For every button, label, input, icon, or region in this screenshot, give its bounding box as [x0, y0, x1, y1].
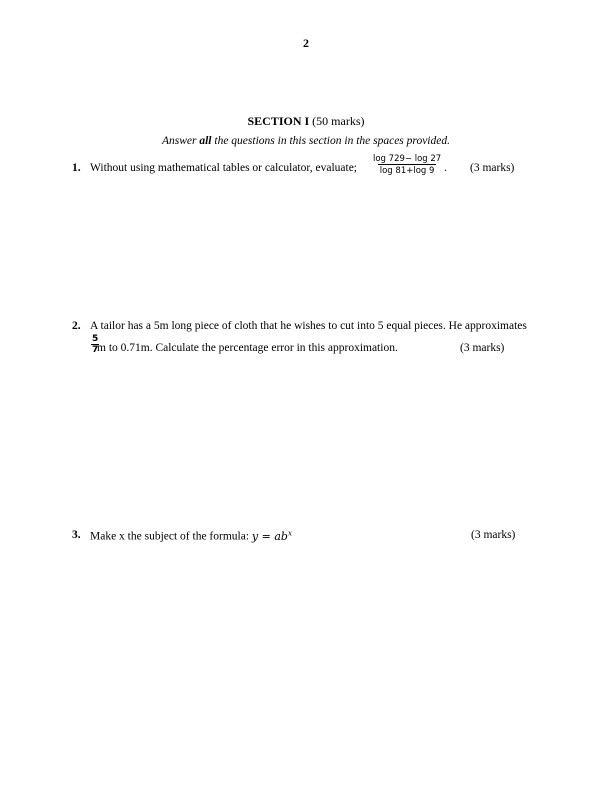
question-1-trailing-dot: . [444, 162, 447, 174]
question-1-text: Without using mathematical tables or calculator, evaluate; [90, 162, 357, 174]
instructions-after: the questions in this section in the spaces provided. [211, 135, 450, 147]
section-instructions [0, 135, 612, 147]
question-1-fraction-denominator: log 81+log 9 [379, 166, 435, 176]
question-2-text-line-2: m to 0.71m. Calculate the percentage error in this approximation. [97, 342, 398, 354]
question-1-fraction-numerator: log 729− log 27 [373, 154, 442, 164]
question-3-number: 3. [72, 529, 81, 541]
question-2-number: 2. [72, 320, 81, 332]
question-3-formula [252, 530, 292, 543]
section-marks: (50 marks) [312, 114, 365, 128]
question-1-number: 1. [72, 162, 81, 174]
question-2-fraction-denominator: 7 [92, 345, 99, 355]
question-3-formula-base: y = ab [251, 529, 288, 543]
question-2-marks: (3 marks) [460, 342, 505, 354]
instructions-before: Answer [161, 135, 200, 147]
page-number: 2 [303, 36, 309, 50]
question-3-formula-exponent: x [287, 529, 292, 537]
question-3-marks: (3 marks) [471, 529, 516, 541]
question-1-fraction [369, 154, 445, 176]
section-name: SECTION I [247, 114, 310, 128]
question-2-text-line-1: A tailor has a 5m long piece of cloth that he wishes to cut into 5 equal pieces. He approximates [90, 320, 527, 332]
question-3-text [90, 529, 292, 543]
question-1-marks: (3 marks) [470, 162, 515, 174]
question-2-fraction-numerator: 5 [92, 334, 99, 344]
instructions-emphasis: all [199, 135, 212, 147]
section-title [0, 114, 612, 129]
question-3-prompt: Make x the subject of the formula: [90, 530, 252, 543]
